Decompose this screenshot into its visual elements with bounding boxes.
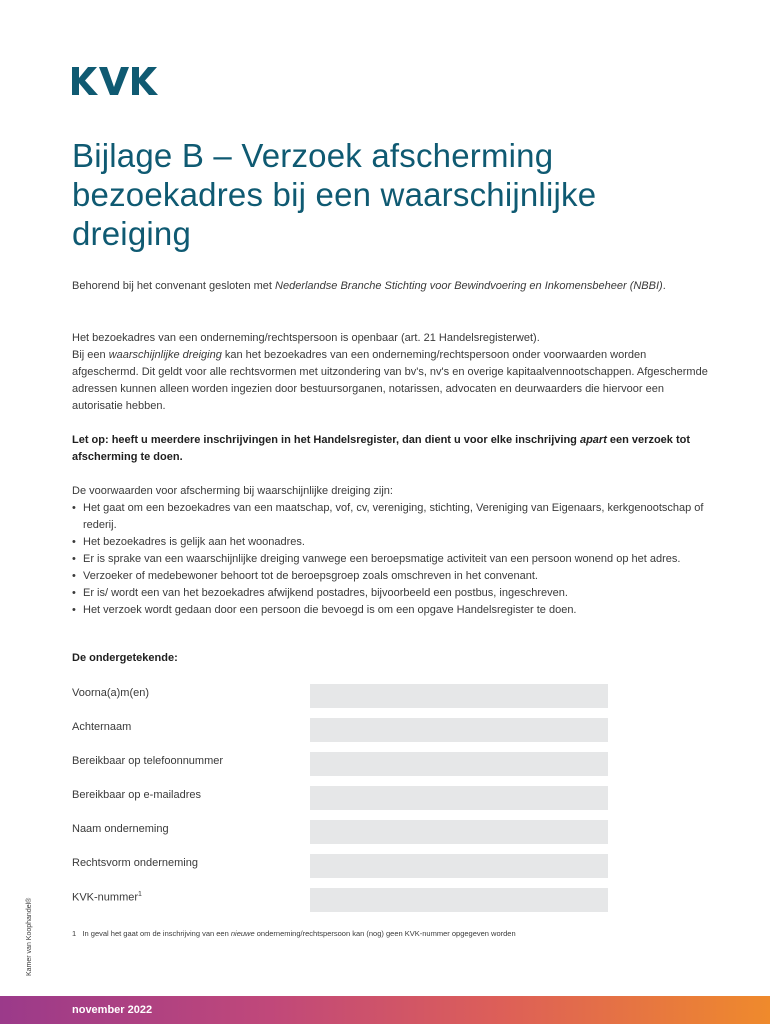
kvk-number-label: KVK-nummer$^1$	[72, 891, 142, 904]
form-row-company-name	[72, 820, 604, 842]
phone-input[interactable]	[310, 752, 608, 776]
side-copyright: Kamer van Koophandel®	[26, 897, 33, 976]
list-item: • Er is/ wordt een van het bezoekadres afwijkend postadres, bijvoorbeeld een postbus, ingeschreven.	[72, 585, 712, 602]
footer-date: november 2022	[72, 1004, 153, 1016]
email-input[interactable]	[310, 786, 608, 810]
legal-form-input[interactable]	[310, 854, 608, 878]
last-name-label: Achternaam	[72, 721, 132, 733]
first-names-input[interactable]	[310, 684, 608, 708]
legal-form-label: Rechtsvorm onderneming	[72, 857, 198, 869]
form-row-phone	[72, 752, 604, 774]
warning-text: Let op: heeft u meerdere inschrijvingen in het Handelsregister, dan dient u voor elke inschrijving apart een verzoek tot afscherming te doen.	[72, 434, 690, 463]
phone-label: Bereikbaar op telefoonnummer	[72, 755, 224, 767]
company-name-input[interactable]	[310, 820, 608, 844]
kvk-number-input[interactable]	[310, 888, 608, 912]
intro-text: Behorend bij het convenant gesloten met Nederlandse Branche Stichting voor Bewindvoering en Inkomensbeheer (NBBI).	[72, 280, 666, 292]
list-item: • Verzoeker of medebewoner behoort tot de beroepsgroep zoals omschreven in het convenant.	[72, 568, 712, 585]
footnote: 1 In geval het gaat om de inschrijving van een nieuwe onderneming/rechtspersoon kan (nog) geen KVK-nummer opgegeven worden	[72, 929, 516, 938]
list-item: • Er is sprake van een waarschijnlijke dreiging vanwege een beroepsmatige activiteit van een persoon wonend op het adres.	[72, 551, 712, 568]
form-row-email	[72, 786, 604, 808]
form-row-kvk-number	[72, 888, 604, 910]
form-row-legal-form	[72, 854, 604, 876]
form-row-last-name	[72, 718, 604, 740]
form-row-first-names	[72, 684, 604, 706]
conditions-intro: De voorwaarden voor afscherming bij waarschijnlijke dreiging zijn:	[72, 485, 393, 497]
conditions-list	[72, 500, 712, 619]
list-item: • Het verzoek wordt gedaan door een persoon die bevoegd is om een opgave Handelsregister te doen.	[72, 602, 712, 619]
list-item: • Het gaat om een bezoekadres van een maatschap, vof, cv, vereniging, stichting, Vereniging van Eigenaars, kerkgenootschap of rederij.	[72, 500, 712, 534]
last-name-input[interactable]	[310, 718, 608, 742]
company-name-label: Naam onderneming	[72, 823, 169, 835]
list-item: • Het bezoekadres is gelijk aan het woonadres.	[72, 534, 712, 551]
first-names-label: Voorna(a)m(en)	[72, 687, 150, 699]
footer-bar	[0, 996, 770, 1024]
footnote-marker: 1	[138, 891, 142, 898]
page-title: Bijlage B – Verzoek afscherming bezoekadres bij een waarschijnlijke dreiging	[72, 137, 597, 252]
email-label: Bereikbaar op e-mailadres	[72, 789, 202, 801]
kvk-logo	[72, 66, 168, 96]
kvk-logo-mark	[72, 66, 168, 96]
form-heading: De ondergetekende:	[72, 652, 178, 664]
body-text: Het bezoekadres van een onderneming/rechtspersoon is openbaar (art. 21 Handelsregisterwet). Bij een waarschijnlijke dreiging kan het bezoekadres van een onderneming/rechtspersoon onder voorwaarden worden afgeschermd. Dit geldt voor alle rechtsvormen met uitzondering van bv's, nv's en overige kapitaalvennootschappen. Afgeschermde adressen kunnen alleen worden ingezien door bestuursorganen, notarissen, advocaten en deurwaarders die hiervoor een autorisatie hebben.	[72, 332, 708, 412]
